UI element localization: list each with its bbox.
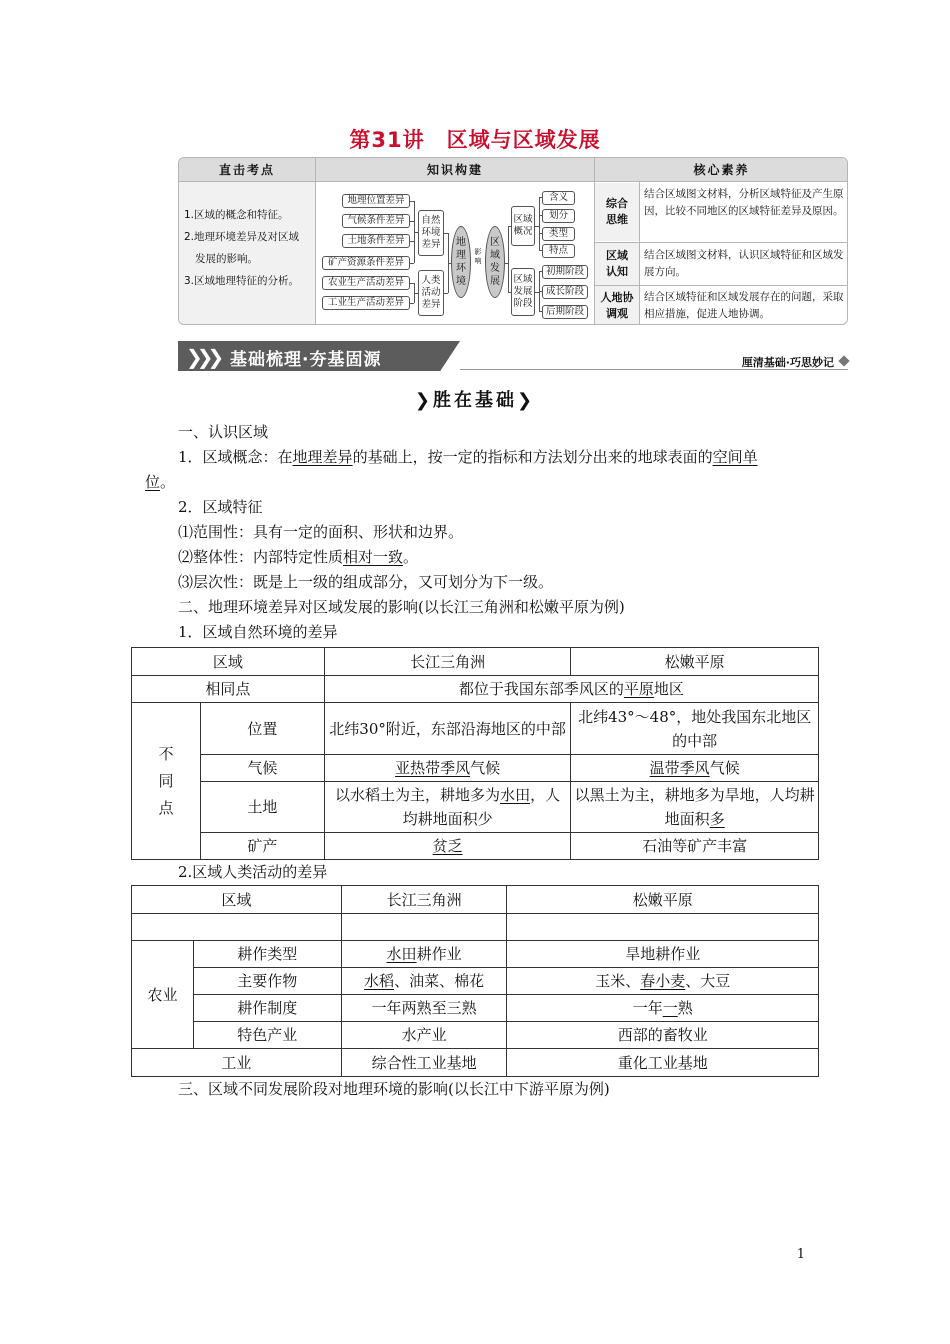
table-cell: 玉米、春小麦、大豆 bbox=[507, 968, 819, 995]
table-cell: 矿产 bbox=[200, 833, 324, 860]
table-cell: 北纬30°附近，东部沿海地区的中部 bbox=[324, 703, 571, 755]
literacy-label: 区域认知 bbox=[595, 243, 639, 285]
natural-env-table bbox=[131, 647, 819, 860]
table-cell: 特色产业 bbox=[193, 1022, 341, 1049]
sub-banner-text: 胜在基础 bbox=[433, 390, 517, 411]
header-exam-points: 直击考点 bbox=[218, 163, 275, 177]
table-header: 松嫩平原 bbox=[507, 886, 819, 914]
table-cell: 位置 bbox=[200, 703, 324, 755]
node-feature: 特点 bbox=[542, 244, 575, 258]
node-region-overview: 区域概况 bbox=[511, 206, 535, 246]
exam-point: 3.区域地理特征的分析。 bbox=[184, 275, 300, 287]
page-number: 1 bbox=[796, 1247, 805, 1262]
node-industry: 工业生产活动差异 bbox=[322, 296, 410, 310]
table-cell: 石油等矿产丰富 bbox=[571, 833, 819, 860]
literacy-text: 结合区域图文材料，认识区域特征和区域发展方向。 bbox=[644, 249, 844, 278]
table-cell: 不同点 bbox=[132, 703, 201, 860]
header-literacy: 核心素养 bbox=[693, 163, 750, 177]
section-heading: 三、区域不同发展阶段对地理环境的影响(以长江中下游平原为例) bbox=[178, 1080, 610, 1098]
table-cell: 北纬43°～48°，地处我国东北地区的中部 bbox=[571, 703, 819, 755]
table-cell: 耕作类型 bbox=[193, 941, 341, 968]
table-header: 长江三角洲 bbox=[341, 886, 507, 914]
table-cell: 主要作物 bbox=[193, 968, 341, 995]
literacy-text: 结合区域图文材料，分析区域特征及产生原因，比较不同地区的区域特征差异及原因。 bbox=[644, 188, 844, 217]
table-cell: 水田耕作业 bbox=[341, 941, 507, 968]
table-cell: 旱地耕作业 bbox=[507, 941, 819, 968]
banner-title: 基础梳理·夯基固源 bbox=[230, 350, 382, 370]
node-stage-late: 后期阶段 bbox=[542, 305, 588, 319]
table-header: 区域 bbox=[132, 648, 325, 676]
overview-header bbox=[179, 158, 847, 182]
node-mineral: 矿产资源条件差异 bbox=[322, 256, 410, 270]
node-human-diff: 人类活动差异 bbox=[418, 270, 444, 316]
exam-point: 1.区域的概念和特征。 bbox=[184, 209, 289, 221]
node-natural-diff: 自然环境差异 bbox=[418, 210, 444, 256]
paragraph: ⑴范围性：具有一定的面积、形状和边界。 bbox=[178, 523, 464, 541]
paragraph: ⑶层次性：既是上一级的组成部分，又可划分为下一级。 bbox=[178, 573, 554, 591]
table-cell: 气候 bbox=[200, 755, 324, 782]
node-land: 土地条件差异 bbox=[342, 234, 410, 248]
human-activity-table bbox=[131, 885, 819, 1077]
paragraph: 1．区域自然环境的差异 bbox=[178, 623, 338, 641]
overview-box bbox=[178, 157, 848, 325]
table-cell: 土地 bbox=[200, 782, 324, 833]
exam-point: 2.地理环境差异及对区域 bbox=[184, 231, 300, 243]
literacy-label: 人地协调观 bbox=[595, 286, 639, 325]
table-cell: 一年两熟至三熟 bbox=[341, 995, 507, 1022]
paragraph: 2．区域特征 bbox=[178, 498, 263, 516]
sub-banner bbox=[0, 386, 950, 412]
literacy-text: 结合区域特征和区域发展存在的问题，采取相应措施，促进人地协调。 bbox=[644, 291, 844, 320]
table-cell: 以黑土为主，耕地多为旱地，人均耕地面积多 bbox=[571, 782, 819, 833]
node-region-dev: 区域发展 bbox=[485, 226, 505, 298]
paragraph: 2.区域人类活动的差异 bbox=[178, 863, 328, 881]
table-cell: 都位于我国东部季风区的平原地区 bbox=[324, 676, 818, 703]
node-meaning: 含义 bbox=[542, 191, 575, 205]
table-cell bbox=[341, 914, 507, 941]
table-cell: 水产业 bbox=[341, 1022, 507, 1049]
table-cell: 水稻、油菜、棉花 bbox=[341, 968, 507, 995]
chevron-right-icon: ❯ bbox=[414, 390, 433, 411]
table-cell bbox=[507, 914, 819, 941]
node-division: 划分 bbox=[542, 209, 575, 223]
section-banner bbox=[178, 341, 848, 371]
node-type: 类型 bbox=[542, 227, 575, 241]
header-knowledge: 知识构建 bbox=[426, 163, 483, 177]
table-header: 区域 bbox=[132, 886, 342, 914]
table-header: 松嫩平原 bbox=[571, 648, 819, 676]
table-cell: 温带季风气候 bbox=[571, 755, 819, 782]
chevron-right-icon: ❯ bbox=[517, 390, 536, 411]
table-cell bbox=[132, 914, 342, 941]
table-cell: 亚热带季风气候 bbox=[324, 755, 571, 782]
table-cell: 工业 bbox=[132, 1049, 342, 1077]
node-geo-env: 地理环境 bbox=[451, 226, 471, 298]
table-cell: 以水稻土为主，耕地多为水田，人均耕地面积少 bbox=[324, 782, 571, 833]
node-location: 地理位置差异 bbox=[342, 194, 410, 208]
arrow-influence: 影响 bbox=[474, 248, 482, 265]
exam-points bbox=[179, 182, 315, 325]
page-title: 第31讲 区域与区域发展 bbox=[349, 128, 601, 152]
table-cell: 综合性工业基地 bbox=[341, 1049, 507, 1077]
banner-subtitle: 厘清基础·巧思妙记 bbox=[741, 356, 834, 369]
table-cell: 相同点 bbox=[132, 676, 325, 703]
table-cell: 西部的畜牧业 bbox=[507, 1022, 819, 1049]
table-cell: 农业 bbox=[132, 941, 194, 1049]
node-stage-growth: 成长阶段 bbox=[542, 285, 588, 299]
literacy-label: 综合思维 bbox=[595, 183, 639, 241]
paragraph: 1．区域概念：在地理差异的基础上，按一定的指标和方法划分出来的地球表面的空间单 bbox=[178, 448, 758, 466]
table-cell: 重化工业基地 bbox=[507, 1049, 819, 1077]
node-climate: 气候条件差异 bbox=[342, 214, 410, 228]
chevron-right-icon: ❯❯❯ bbox=[186, 345, 219, 369]
node-agriculture: 农业生产活动差异 bbox=[322, 276, 410, 290]
node-dev-stage: 区域发展阶段 bbox=[511, 268, 535, 316]
diamond-icon bbox=[838, 355, 849, 366]
table-header: 长江三角洲 bbox=[324, 648, 571, 676]
table-cell: 一年一熟 bbox=[507, 995, 819, 1022]
paragraph: ⑵整体性：内部特定性质相对一致。 bbox=[178, 548, 419, 566]
exam-point: 发展的影响。 bbox=[195, 253, 258, 265]
table-cell: 耕作制度 bbox=[193, 995, 341, 1022]
section-heading: 二、地理环境差异对区域发展的影响(以长江三角洲和松嫩平原为例) bbox=[178, 598, 625, 616]
section-heading: 一、认识区域 bbox=[178, 423, 269, 441]
paragraph: 位。 bbox=[145, 473, 176, 491]
table-cell: 贫乏 bbox=[324, 833, 571, 860]
node-stage-early: 初期阶段 bbox=[542, 265, 588, 279]
